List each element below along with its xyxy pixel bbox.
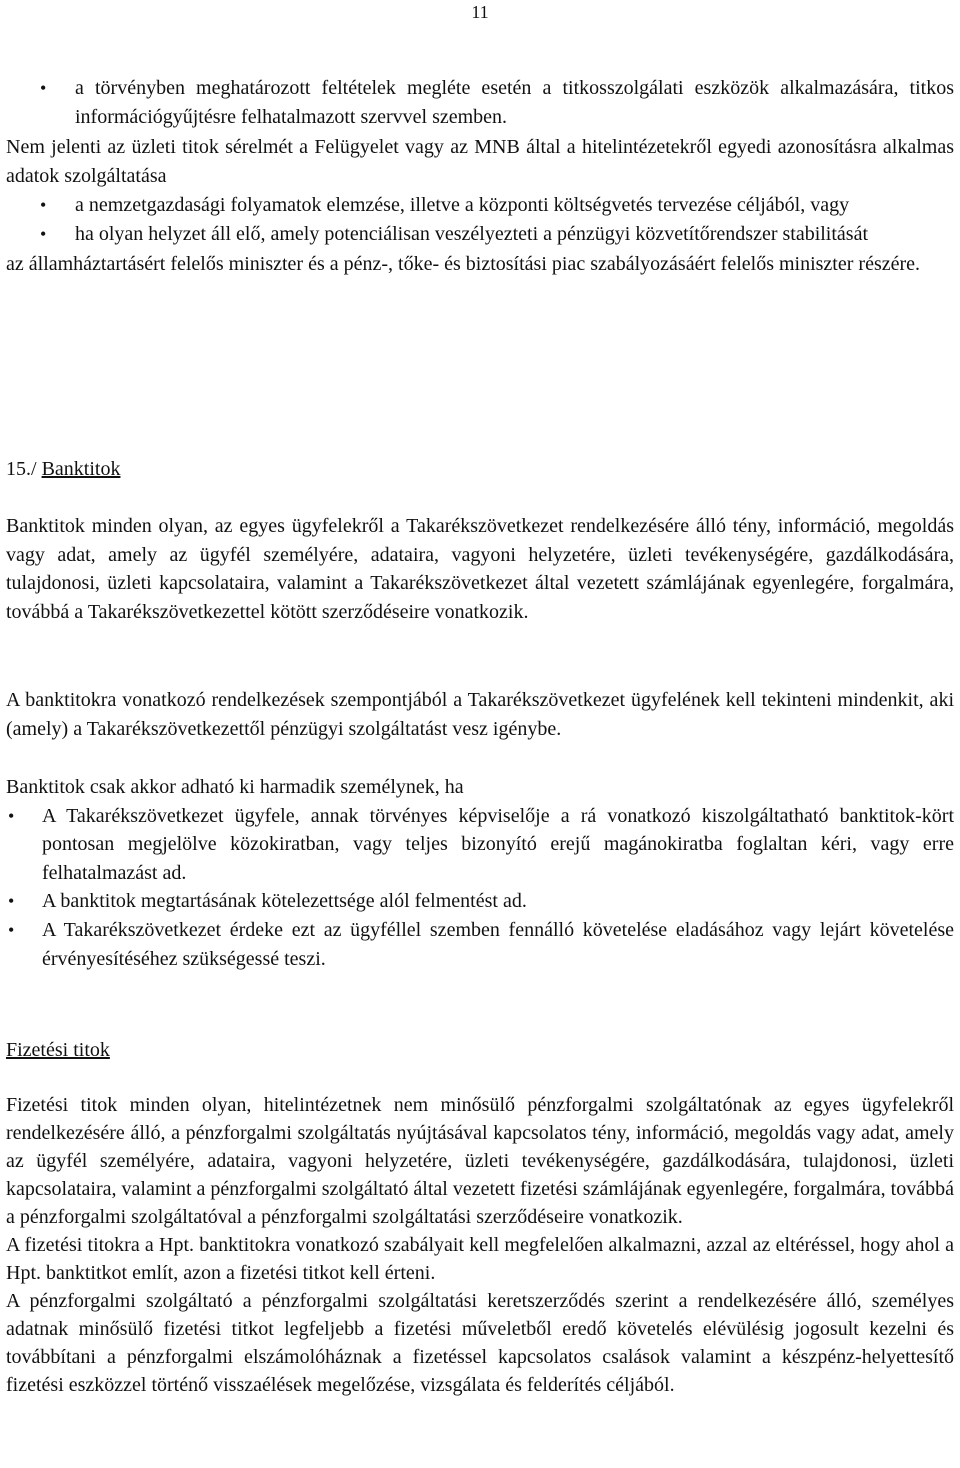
section-number: 15./ bbox=[6, 458, 37, 480]
section-secret-exceptions bbox=[6, 74, 954, 279]
bullet-icon: • bbox=[8, 891, 15, 912]
bullet-icon: • bbox=[8, 919, 15, 940]
section-heading-fizetesi-titok bbox=[6, 1036, 110, 1064]
list-item-text: ha olyan helyzet áll elő, amely potenciálisan veszélyezteti a pénzügyi közvetítőrendszer stabilitását bbox=[75, 223, 869, 246]
banktitok-client-definition: A banktitokra vonatkozó rendelkezések szempontjából a Takarékszövetkezet ügyfelének kell tekinteni mindenkit, aki (amely) a Takarékszövetkezettől pénzügyi szolgáltatást vesz igénybe. bbox=[6, 689, 954, 740]
list-item-text: A Takarékszövetkezet érdeke ezt az ügyféllel szemben fennálló követelése eladásához vagy lejárt követelése érvényesítéséhez szükségessé teszi. bbox=[42, 918, 954, 970]
paragraph-definition: Fizetési titok minden olyan, hitelintézetnek nem minősülő pénzforgalmi szolgáltatónak az egyes ügyfelekről rendelkezésére álló, a pénzforgalmi szolgáltatás nyújtásával kapcsolatos tény, információ, megoldás vagy adat, amely az ügyfél személyére, adataira, vagyoni helyzetére, üzleti tevékenységére, gazdálkodására, tulajdonosi, üzleti kapcsolataira, valamint a pénzforgalmi szolgáltató által vezetett fizetési számlájának egyenlegére, forgalmára, továbbá a pénzforgalmi szolgáltatóval a pénzforgalmi szolgáltatási szerződéseire vonatkozik. bbox=[6, 1094, 954, 1228]
list-item bbox=[6, 916, 954, 973]
fizetesi-titok-body bbox=[6, 1091, 954, 1399]
section-title: Fizetési titok bbox=[6, 1039, 110, 1061]
list-item-text: a törvényben meghatározott feltételek megléte esetén a titkosszolgálati eszközök alkalmazására, titkos információgyűjtésre felhatalmazott szervvel szemben. bbox=[75, 77, 954, 129]
banktitok-disclosure-conditions bbox=[6, 773, 954, 973]
banktitok-definition: Banktitok minden olyan, az egyes ügyfelekről a Takarékszövetkezet rendelkezésére álló tény, információ, megoldás vagy adat, amely az ügyfél személyére, adataira, vagyoni helyzetére, üzleti tevékenységére, gazdálkodására, tulajdonosi, üzleti kapcsolataira, valamint a Takarékszövetkezet által vezetett számlájának egyenlegére, forgalmára, továbbá a Takarékszövetkezettel kötött szerződéseire vonatkozik. bbox=[6, 515, 954, 623]
list-item bbox=[6, 74, 954, 133]
list-item bbox=[6, 887, 954, 916]
section-heading-banktitok bbox=[6, 455, 120, 483]
section-title: Banktitok bbox=[41, 458, 121, 480]
bullet-icon: • bbox=[40, 195, 47, 216]
paragraph-closing: az államháztartásért felelős miniszter és a pénz-, tőke- és biztosítási piac szabályozásáért felelős miniszter részére. bbox=[6, 252, 921, 275]
list-item-text: a nemzetgazdasági folyamatok elemzése, illetve a központi költségvetés tervezése céljából, vagy bbox=[75, 194, 850, 217]
list-item bbox=[6, 220, 954, 249]
list-item-text: A banktitok megtartásának kötelezettsége alól felmentést ad. bbox=[42, 890, 527, 913]
list-item bbox=[6, 191, 954, 220]
paragraph-intro: Banktitok csak akkor adható ki harmadik személynek, ha bbox=[6, 776, 464, 798]
list-item bbox=[6, 802, 954, 888]
paragraph-intro: Nem jelenti az üzleti titok sérelmét a Felügyelet vagy az MNB által a hitelintézetekről egyedi azonosításra alkalmas adatok szolgáltatása bbox=[6, 135, 954, 187]
paragraph-data-handling: A pénzforgalmi szolgáltató a pénzforgalmi szolgáltatási keretszerződés szerint a rendelkezésére álló, személyes adatnak minősülő fizetési titkot legfeljebb a fizetési műveletből eredő követelés elévülésig jogosult kezelni és továbbítani a pénzforgalmi elszámolóháznak a fizetéssel kapcsolatos csalások valamint a készpénz-helyettesítő fizetési eszközzel történő visszaélések megelőzése, vizsgálata és felderítés céljából. bbox=[6, 1290, 954, 1396]
bullet-icon: • bbox=[8, 805, 15, 826]
page-number: 11 bbox=[471, 2, 489, 22]
list-item-text: A Takarékszövetkezet ügyfele, annak törvényes képviselője a rá vonatkozó kiszolgáltatható banktitok-kört pontosan megjelölve közokiratban, vagy teljes bizonyító erejű magánokiratba foglaltan kéri, vagy erre felhatalmazást ad. bbox=[42, 804, 954, 884]
paragraph-hpt-rules: A fizetési titokra a Hpt. banktitokra vonatkozó szabályait kell megfelelően alkalmazni, azzal az eltéréssel, hogy ahol a Hpt. banktitkot említ, azon a fizetési titkot kell érteni. bbox=[6, 1234, 954, 1284]
bullet-icon: • bbox=[40, 78, 47, 98]
bullet-icon: • bbox=[40, 224, 47, 245]
